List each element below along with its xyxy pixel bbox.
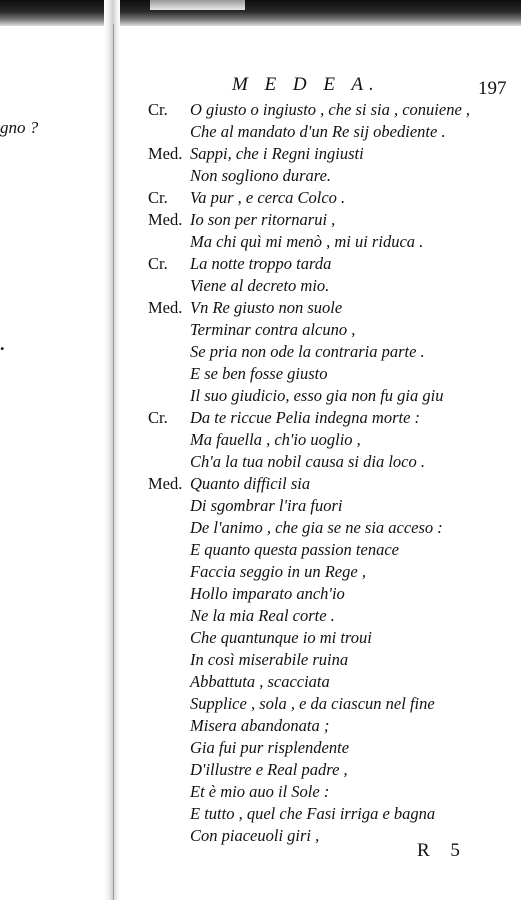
verse-line bbox=[0, 231, 521, 253]
speaker-label: Med. bbox=[148, 474, 183, 493]
verse-line-text: Et è mio auo il Sole : bbox=[190, 782, 330, 801]
speaker-label: Cr. bbox=[148, 188, 168, 207]
verse-line-text: Che quantunque io mi troui bbox=[190, 628, 372, 647]
verse-line-text: Faccia seggio in un Rege , bbox=[190, 562, 366, 581]
verse-line-text: Se pria non ode la contraria parte . bbox=[190, 342, 425, 361]
verse-line bbox=[0, 671, 521, 693]
verse-line-text: Gia fui pur risplendente bbox=[190, 738, 350, 757]
running-head: M E D E A. bbox=[232, 74, 380, 95]
verse-line bbox=[0, 297, 521, 319]
verse-line bbox=[0, 495, 521, 517]
verse-line-text: Terminar contra alcuno , bbox=[190, 320, 356, 339]
verse-line bbox=[0, 319, 521, 341]
verse-line-text: De l'animo , che gia se ne sia acceso : bbox=[190, 518, 443, 537]
speaker-label: Med. bbox=[148, 210, 183, 229]
verse-line-text: Ch'a la tua nobil causa si dia loco . bbox=[190, 452, 425, 471]
verse-line bbox=[0, 451, 521, 473]
verse-line bbox=[0, 473, 521, 495]
verse-line bbox=[0, 693, 521, 715]
verse-line-text: Che al mandato d'un Re sij obediente . bbox=[190, 122, 446, 141]
verse-line bbox=[0, 165, 521, 187]
verse-line-text: E se ben fosse giusto bbox=[190, 364, 328, 383]
verse-line bbox=[0, 561, 521, 583]
verse-line-text: E quanto questa passion tenace bbox=[190, 540, 399, 559]
verse-line bbox=[0, 583, 521, 605]
verse-line-text: Abbattuta , scacciata bbox=[190, 672, 330, 691]
page-top-gap bbox=[150, 0, 245, 10]
verse-line bbox=[0, 715, 521, 737]
verse-line-text: Da te riccue Pelia indegna morte : bbox=[190, 408, 421, 427]
verse-line-text: Io son per ritornarui , bbox=[190, 210, 336, 229]
verse-line-text: E tutto , quel che Fasi irriga e bagna bbox=[190, 804, 436, 823]
verse-line-text: Hollo imparato anch'io bbox=[190, 584, 345, 603]
verse-line bbox=[0, 759, 521, 781]
verse-line bbox=[0, 341, 521, 363]
verse-line-text: Va pur , e cerca Colco . bbox=[190, 188, 346, 207]
verse-line bbox=[0, 209, 521, 231]
verse-line bbox=[0, 781, 521, 803]
verse-line bbox=[0, 429, 521, 451]
verse-line bbox=[0, 275, 521, 297]
verse-line-text: Sappi, che i Regni ingiusti bbox=[190, 144, 364, 163]
verse-line bbox=[0, 803, 521, 825]
verse-line bbox=[0, 649, 521, 671]
verse-line-text: Viene al decreto mio. bbox=[190, 276, 330, 295]
verse-line-text: D'illustre e Real padre , bbox=[190, 760, 348, 779]
speaker-label: Med. bbox=[148, 144, 183, 163]
verse-line bbox=[0, 407, 521, 429]
verse-line-text: Ma chi quì mi menò , mi ui riduca . bbox=[190, 232, 424, 251]
verse-line bbox=[0, 253, 521, 275]
verse-line-text: Il suo giudicio, esso gia non fu gia giu bbox=[190, 386, 444, 405]
verse-line-text: Non sogliono durare. bbox=[190, 166, 332, 185]
speaker-label: Cr. bbox=[148, 100, 168, 119]
speaker-label: Cr. bbox=[148, 254, 168, 273]
verse-line-text: Ne la mia Real corte . bbox=[190, 606, 335, 625]
left-page-fragment: gno ? bbox=[0, 118, 39, 137]
verse-line-text: Di sgombrar l'ira fuori bbox=[190, 496, 343, 515]
page-number: 197 bbox=[478, 78, 507, 99]
verse-line-text: Con piaceuoli giri , bbox=[190, 826, 320, 845]
left-page-fragment: . bbox=[0, 334, 5, 354]
verse-line bbox=[0, 605, 521, 627]
verse-line bbox=[0, 363, 521, 385]
verse-line bbox=[0, 627, 521, 649]
verse-line bbox=[0, 99, 521, 121]
verse-line bbox=[0, 121, 521, 143]
verse-line-text: Misera abandonata ; bbox=[190, 716, 330, 735]
verse-line-text: La notte troppo tarda bbox=[190, 254, 332, 273]
verse-line-text: Quanto difficil sia bbox=[190, 474, 311, 493]
verse-line bbox=[0, 539, 521, 561]
signature-mark: R 5 bbox=[417, 840, 468, 861]
verse-line-text: O giusto o ingiusto , che si sia , conuiene , bbox=[190, 100, 471, 119]
speaker-label: Cr. bbox=[148, 408, 168, 427]
verse-line-text: Vn Re giusto non suole bbox=[190, 298, 343, 317]
verse-line bbox=[0, 517, 521, 539]
verse-line-text: Supplice , sola , e da ciascun nel fine bbox=[190, 694, 435, 713]
verse-line bbox=[0, 385, 521, 407]
verse-line bbox=[0, 737, 521, 759]
verse-line bbox=[0, 143, 521, 165]
verse-line-text: Ma fauella , ch'io uoglio , bbox=[190, 430, 361, 449]
speaker-label: Med. bbox=[148, 298, 183, 317]
verse-line bbox=[0, 187, 521, 209]
verse-line-text: In così miserabile ruina bbox=[190, 650, 349, 669]
